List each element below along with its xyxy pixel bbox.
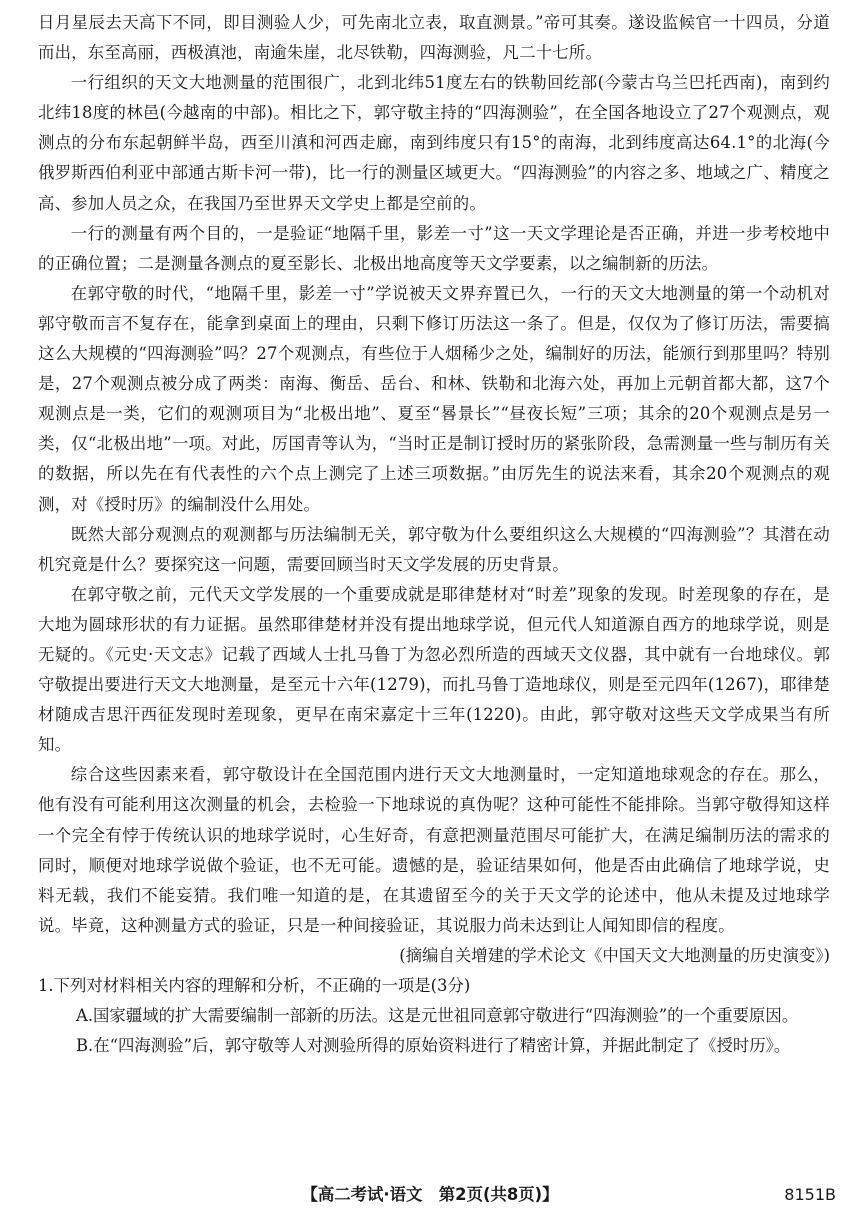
paragraph-7: 综合这些因素来看，郭守敬设计在全国范围内进行天文大地测量时，一定知道地球观念的存在。那么，他有没有可能利用这次测量的机会，去检验一下地球说的真伪呢？这种可能性不能排除。当郭守敬得知这样一个完全有悖于传统认识的地球学说时，心生好奇，有意把测量范围尽可能扩大，在满足编制历法的需求的同时，顺便对地球学说做个验证，也不无可能。遗憾的是，验证结果如何，他是否由此确信了地球学说，史料无载，我们不能妄猜。我们唯一知道的是，在其遗留至今的关于天文学的论述中，他从未提及过地球学说。毕竟，这种测量方式的验证，只是一种间接验证，其说服力尚未达到让人闻知即信的程度。 [38,765,830,935]
paragraph-6: 在郭守敬之前，元代天文学发展的一个重要成就是耶律楚材对“时差”现象的发现。时差现象的存在，是大地为圆球形状的有力证据。虽然耶律楚材并没有提出地球学说，但元代人知道源自西方的地球学说，则是无疑的。《元史·天文志》记载了西域人士扎马鲁丁为忽必烈所造的西域天文仪器，其中就有一台地球仪。郭守敬提出要进行天文大地测量，是至元十六年(1279)，而扎马鲁丁造地球仪，则是至元四年(1267)，耶律楚材随成吉思汗西征发现时差现象，更早在南宋嘉定十三年(1220)。由此，郭守敬对这些天文学成果当有所知。 [38,584,830,755]
paragraph-5: 既然大部分观测点的观测都与历法编制无关，郭守敬为什么要组织这么大规模的“四海测验”？其潜在动机究竟是什么？要探究这一问题，需要回顾当时天文学发展的历史背景。 [38,524,830,574]
passage-source: (摘编自关增建的学术论文《中国天文大地测量的历史演变》) [399,945,830,965]
question-stem: 1.下列对材料相关内容的理解和分析，不正确的一项是(3分) [38,976,471,995]
footer-page-info: 【高二考试·语文 第2页(共8页)】 [301,1185,559,1204]
page-footer [0,1180,860,1212]
paragraph-1: 日月星辰去天高下不同，即目测验人少，可先南北立表，取直测景。”帝可其奏。遂设监候官一十四员，分道而出，东至高丽，西极滇池，南逾朱崖，北尽铁勒，四海测验，凡二十七所。 [38,13,830,63]
option-b: B.在“四海测验”后，郭守敬等人对测验所得的原始资料进行了精密计算，并据此制定了《授时历》。 [76,1036,791,1056]
option-a: A.国家疆域的扩大需要编制一部新的历法。这是元世祖同意郭守敬进行“四海测验”的一个重要原因。 [76,1006,799,1026]
reading-passage [38,8,830,1061]
paragraph-2: 一行组织的天文大地测量的范围很广，北到北纬51度左右的铁勒回纥部(今蒙古乌兰巴托西南)，南到约北纬18度的林邑(今越南的中部)。相比之下，郭守敬主持的“四海测验”，在全国各地设立了27个观测点，观测点的分布东起朝鲜半岛，西至川滇和河西走廊，南到纬度只有15°的南海，北到纬度高达64.1°的北海(今俄罗斯西伯利亚中部通古斯卡河一带)，比一行的测量区域更大。“四海测验”的内容之多、地域之广、精度之高、参加人员之众，在我国乃至世界天文学史上都是空前的。 [38,73,830,213]
paragraph-3: 一行的测量有两个目的，一是验证“地隔千里，影差一寸”这一天文学理论是否正确，并进一步考校地中的正确位置；二是测量各测点的夏至影长、北极出地高度等天文学要素，以之编制新的历法。 [38,223,830,273]
paragraph-4: 在郭守敬的时代，“地隔千里，影差一寸”学说被天文界弃置已久，一行的天文大地测量的第一个动机对郭守敬而言不复存在，能拿到桌面上的理由，只剩下修订历法这一条了。但是，仅仅为了修订历法，需要搞这么大规模的“四海测验”吗？27个观测点，有些位于人烟稀少之处，编制好的历法，能颁行到那里吗？特别是，27个观测点被分成了两类：南海、衡岳、岳台、和林、铁勒和北海六处，再加上元朝首都大都，这7个观测点是一类，它们的观测项目为“北极出地”、夏至“晷景长”“昼夜长短”三项；其余的20个观测点是另一类，仅“北极出地”一项。对此，厉国青等认为，“当时正是制订授时历的紧张阶段，急需测量一些与制历有关的数据，所以先在有代表性的六个点上测完了上述三项数据。”由厉先生的说法来看，其余20个观测点的观测，对《授时历》的编制没什么用处。 [38,283,830,514]
footer-exam-code: 8151B [784,1185,836,1204]
